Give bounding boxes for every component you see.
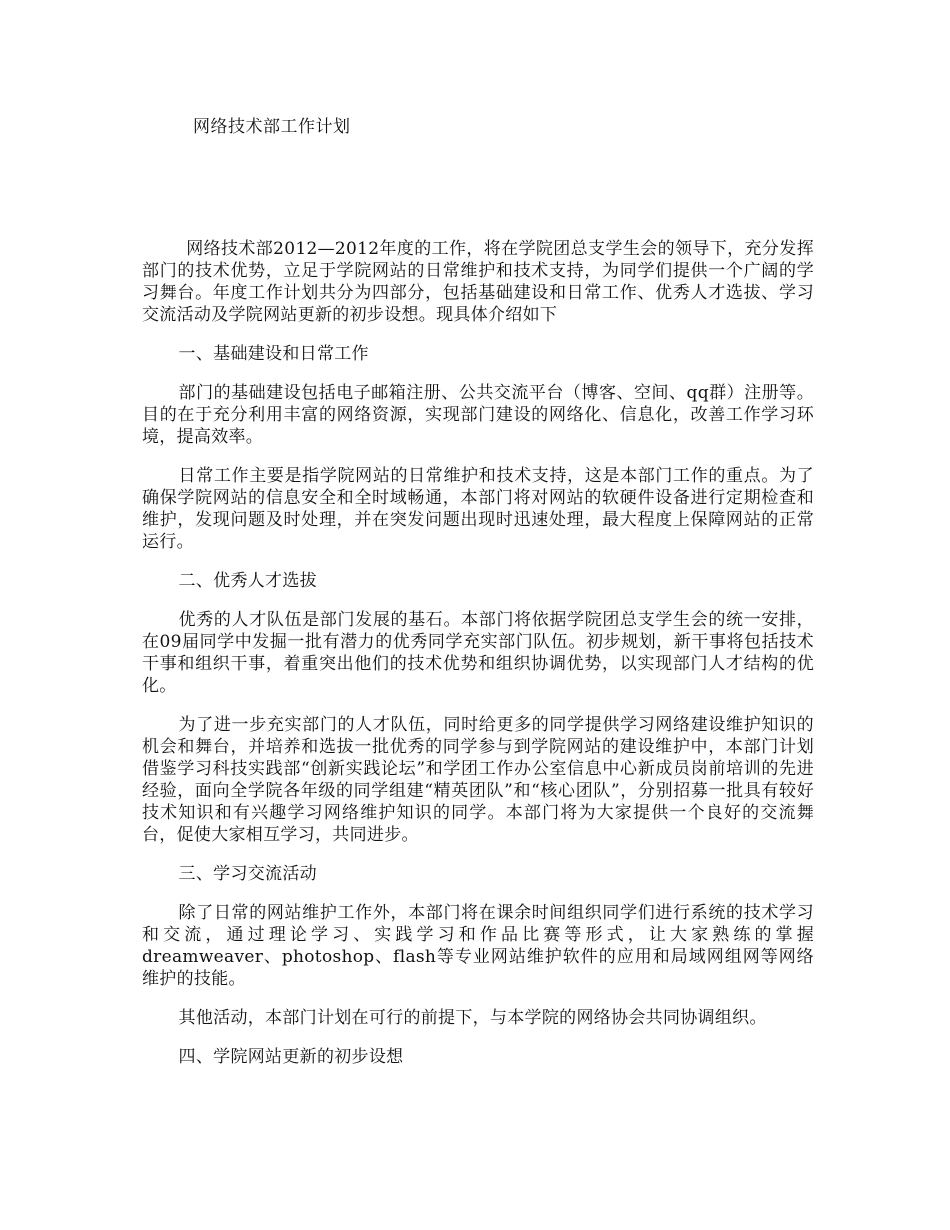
section-heading-4: 四、学院网站更新的初步设想 <box>178 1047 404 1067</box>
section-2-paragraph-2: 为了进一步充实部门的人才队伍，同时给更多的同学提供学习网络建设维护知识的机会和舞台，并培养和选拔一批优秀的同学参与到学院网站的建设维护中，本部门计划借鉴学习科技实践部“创新实践论坛”和学团工作办公室信息中心新成员岗前培训的先进经验，面向全学院各年级的同学组建“精英团队”和“核心团队”，分别招募一批具有较好技术知识和有兴趣学习网络维护知识的同学。本部门将为大家提供一个良好的交流舞台，促使大家相互学习，共同进步。 <box>142 715 814 845</box>
document-title: 网络技术部工作计划 <box>193 117 351 137</box>
section-2-paragraph-1: 优秀的人才队伍是部门发展的基石。本部门将依据学院团总支学生会的统一安排，在09届同学中发掘一批有潜力的优秀同学充实部门队伍。初步规划，新干事将包括技术干事和组织干事，着重突出他们的技术优势和组织协调优势，以实现部门人才结构的优化。 <box>142 610 814 696</box>
intro-paragraph: 网络技术部2012—2012年度的工作，将在学院团总支学生会的领导下，充分发挥部门的技术优势，立足于学院网站的日常维护和技术支持，为同学们提供一个广阔的学习舞台。年度工作计划共分为四部分，包括基础建设和日常工作、优秀人才选拔、学习交流活动及学院网站更新的初步设想。现具体介绍如下 <box>142 239 814 325</box>
section-heading-1: 一、基础建设和日常工作 <box>178 344 369 364</box>
section-3-paragraph-1: 除了日常的网站维护工作外，本部门将在课余时间组织同学们进行系统的技术学习和交流，通过理论学习、实践学习和作品比赛等形式，让大家熟练的掌握dreamweaver、photoshop、flash等专业网站维护软件的应用和局域网组网等网络维护的技能。 <box>142 903 814 989</box>
section-heading-3: 三、学习交流活动 <box>178 864 317 884</box>
document-body <box>142 238 814 1085</box>
section-3-paragraph-2: 其他活动，本部门计划在可行的前提下，与本学院的网络协会共同协调组织。 <box>178 1008 767 1028</box>
section-1-paragraph-1: 部门的基础建设包括电子邮箱注册、公共交流平台（博客、空间、qq群）注册等。目的在于充分利用丰富的网络资源，实现部门建设的网络化、信息化，改善工作学习环境，提高效率。 <box>142 383 814 447</box>
section-heading-2: 二、优秀人才选拔 <box>178 571 317 591</box>
section-1-paragraph-2: 日常工作主要是指学院网站的日常维护和技术支持，这是本部门工作的重点。为了确保学院网站的信息安全和全时域畅通，本部门将对网站的软硬件设备进行定期检查和维护，发现问题及时处理，并在突发问题出现时迅速处理，最大程度上保障网站的正常运行。 <box>142 466 814 552</box>
